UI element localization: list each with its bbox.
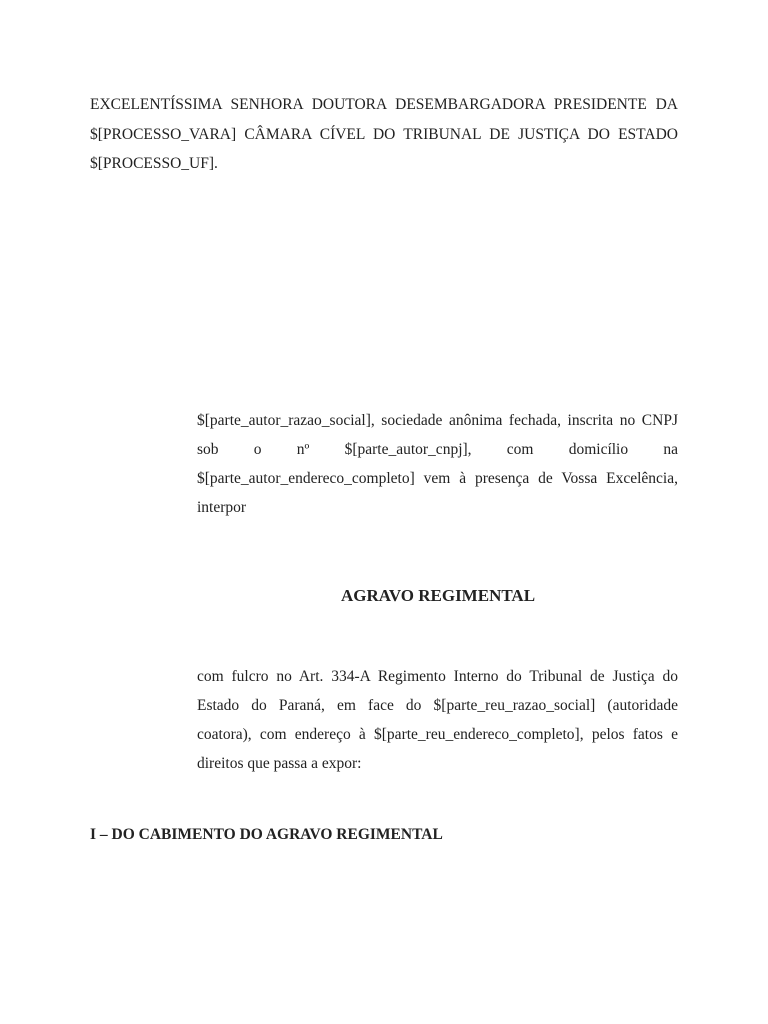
body-paragraph: com fulcro no Art. 334-A Regimento Interno do Tribunal de Justiça do Estado do Paraná, em face do $[parte_reu_razao_social] (autoridade coatora), com endereço à $[parte_reu_endereco_completo], pelos fatos e direitos que passa a expor: (197, 668, 678, 772)
document-title: AGRAVO REGIMENTAL (340, 586, 536, 605)
section-heading: I – DO CABIMENTO DO AGRAVO REGIMENTAL (90, 826, 443, 843)
addressee-header: EXCELENTÍSSIMA SENHORA DOUTORA DESEMBARGADORA PRESIDENTE DA $[PROCESSO_VARA] CÂMARA CÍVEL DO TRIBUNAL DE JUSTIÇA DO ESTADO $[PROCESSO_UF]. (90, 96, 678, 172)
intro-paragraph: $[parte_autor_razao_social], sociedade anônima fechada, inscrita no CNPJ sob o nº $[parte_autor_cnpj], com domicílio na $[parte_autor_endereco_completo] vem à presença de Vossa Excelência, interpor (197, 412, 678, 516)
